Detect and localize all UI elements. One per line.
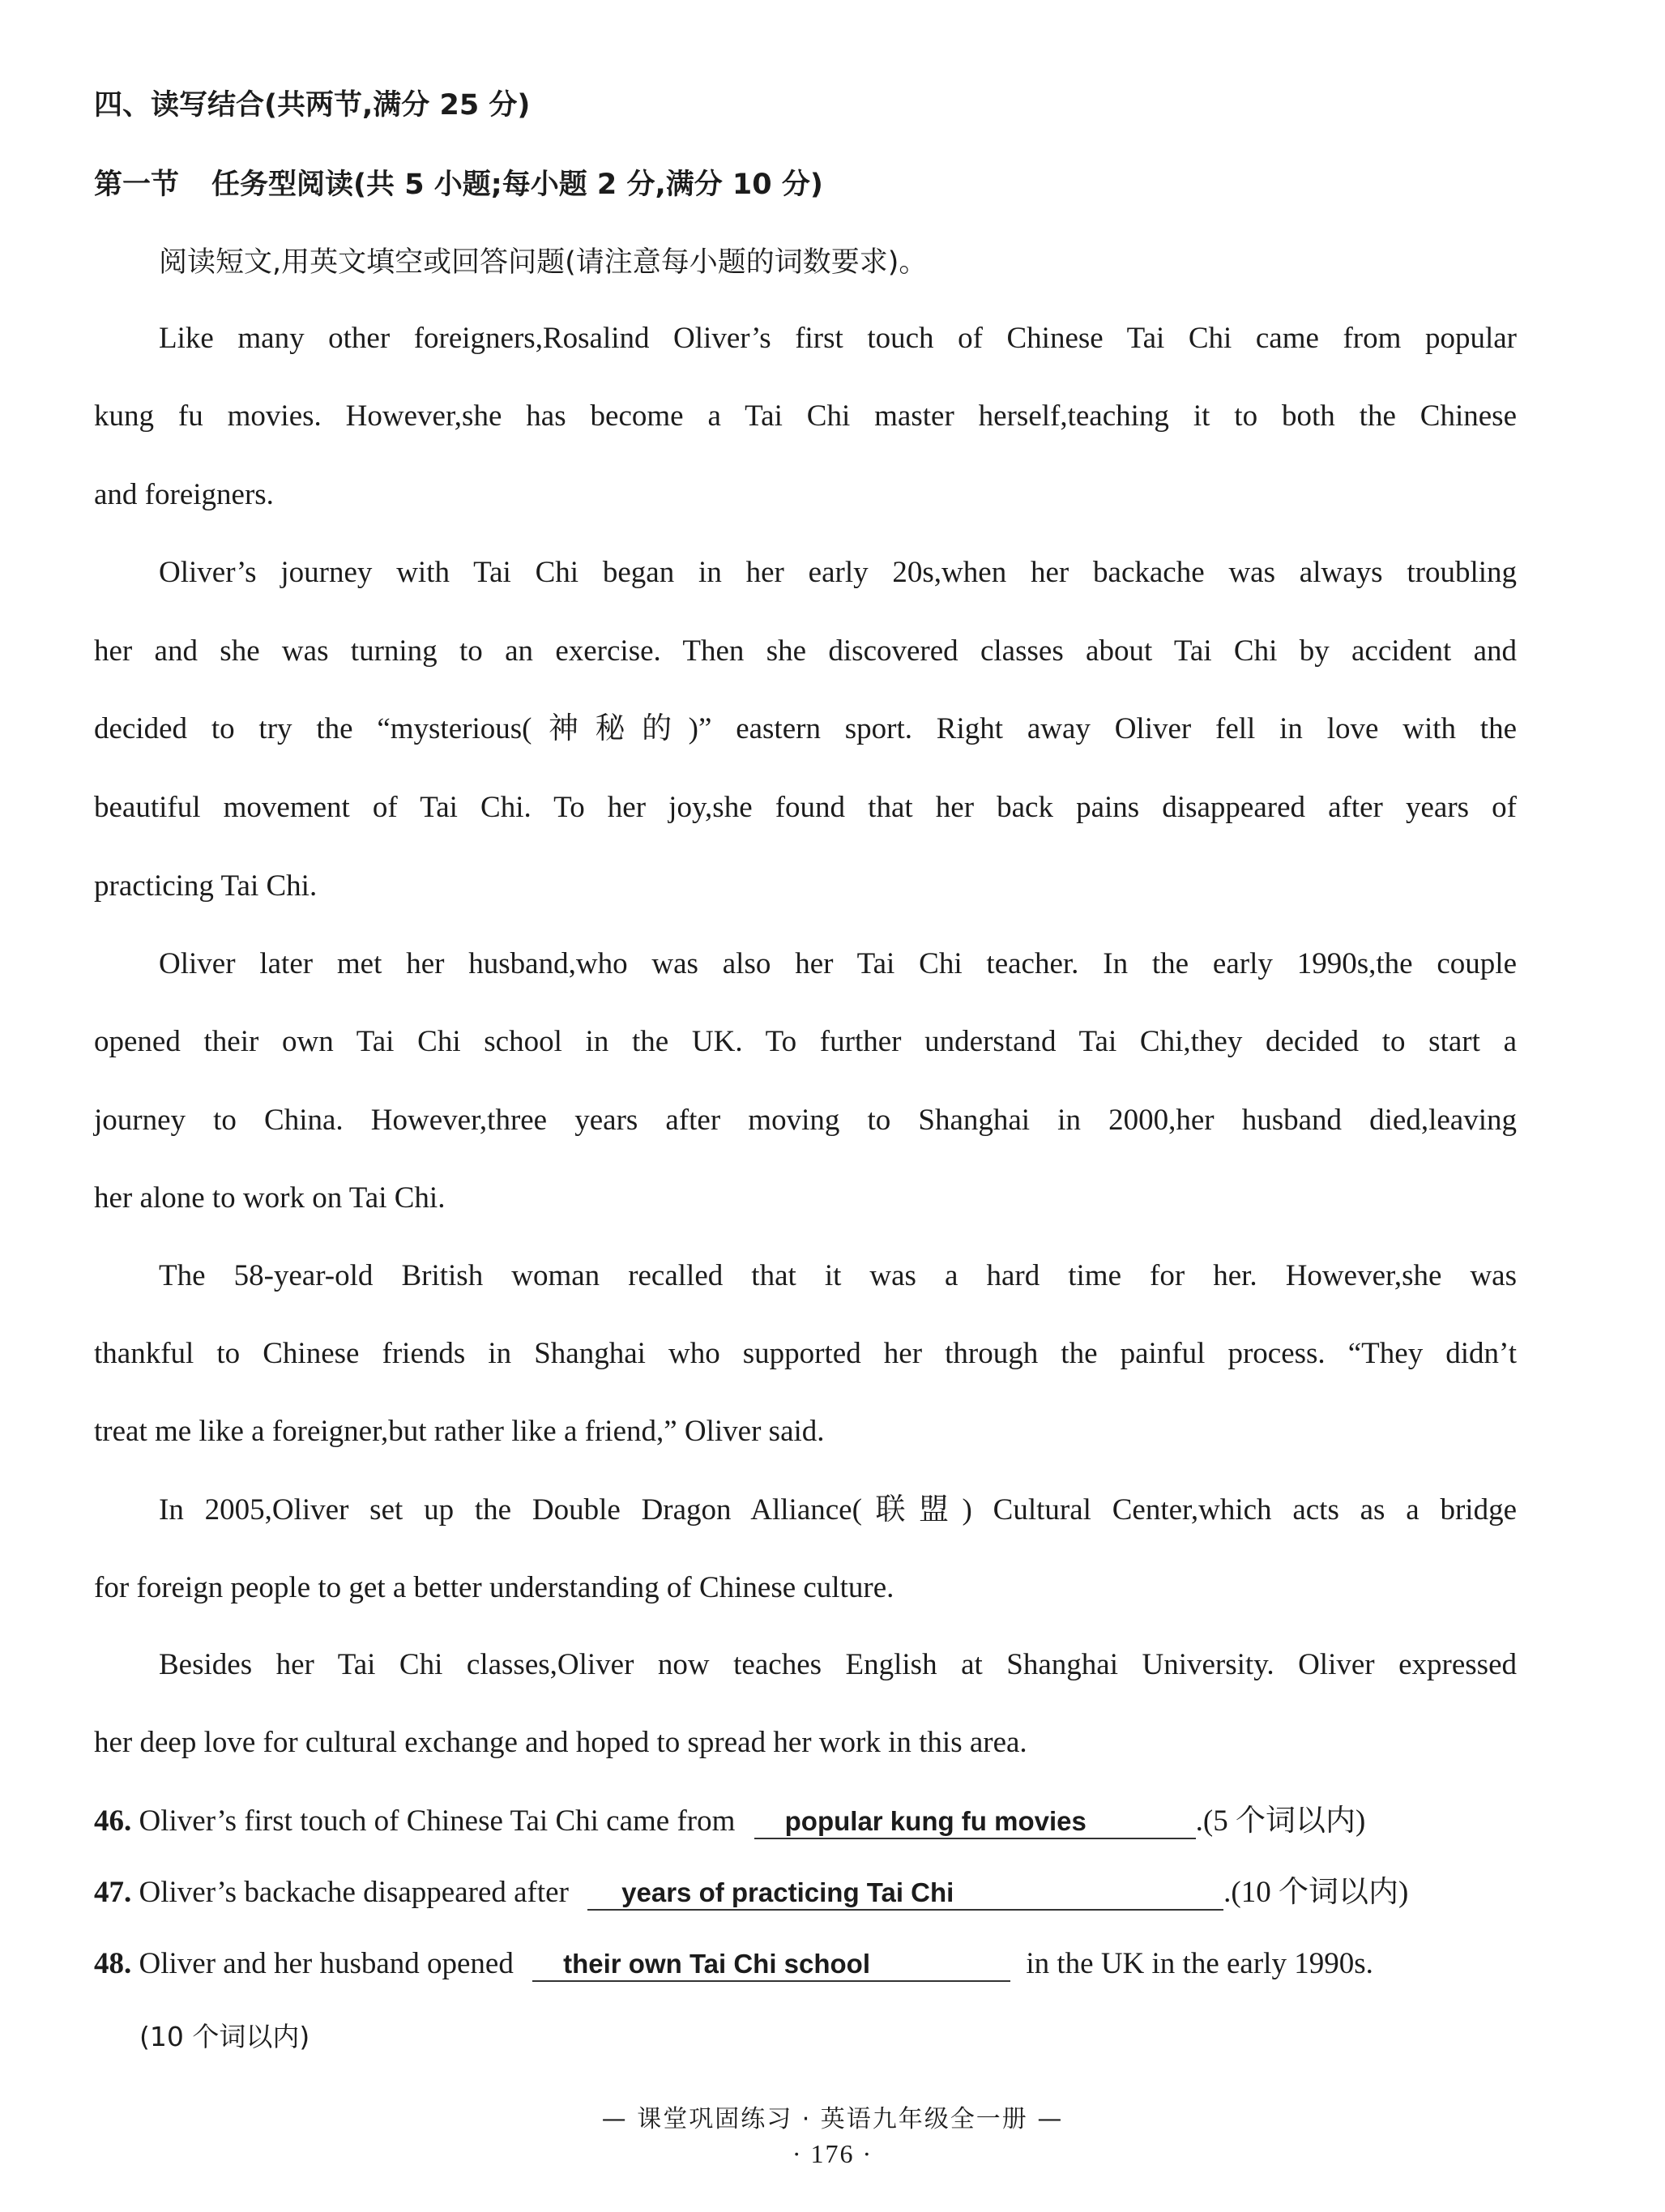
passage-line: opened their own Tai Chi school in the UK. To further understand Tai Chi,they decided to start a (94, 1025, 1517, 1058)
question-number: 48. (94, 1947, 132, 1980)
question-suffix: .(5 个词以内) (1195, 1804, 1366, 1838)
passage-line: practicing Tai Chi. (94, 869, 318, 903)
footer-title: — 课堂巩固练习 · 英语九年级全一册 — (601, 2105, 1064, 2133)
question-number: 46. (94, 1804, 132, 1838)
part-heading (94, 165, 823, 204)
question-number: 47. (94, 1876, 132, 1909)
passage-line: Oliver’s journey with Tai Chi began in her early 20s,when her backache was always troubling (159, 556, 1517, 589)
question-text: Oliver and her husband opened (139, 1947, 514, 1980)
passage-line: journey to China. However,three years after moving to Shanghai in 2000,her husband died,leaving (94, 1104, 1517, 1137)
instruction: 阅读短文,用英文填空或回答问题(请注意每小题的词数要求)。 (159, 246, 928, 279)
page-number: · 176 · (792, 2139, 873, 2168)
passage-line: treat me like a foreigner,but rather like a friend,” Oliver said. (94, 1415, 825, 1448)
answer-blank[interactable]: popular kung fu movies (754, 1805, 1196, 1839)
passage-line: her alone to work on Tai Chi. (94, 1181, 446, 1215)
question-48 (94, 1945, 1373, 1984)
passage-line: The 58-year-old British woman recalled that it was a hard time for her. However,she was (159, 1259, 1517, 1292)
passage-line: Oliver later met her husband,who was also her Tai Chi teacher. In the early 1990s,the couple (159, 947, 1517, 980)
passage-line: decided to try the “mysterious(神秘的)” eastern sport. Right away Oliver fell in love with the (94, 712, 1517, 745)
passage-line: her and she was turning to an exercise. Then she discovered classes about Tai Chi by accident and (94, 634, 1517, 668)
answer-blank[interactable]: their own Tai Chi school (532, 1948, 1010, 1982)
question-text: Oliver’s backache disappeared after (139, 1876, 569, 1909)
question-text: Oliver’s first touch of Chinese Tai Chi came from (139, 1804, 736, 1838)
answer-blank[interactable]: years of practicing Tai Chi (587, 1877, 1223, 1911)
question-48-note: (10 个词以内) (139, 2021, 310, 2052)
part-label: 第一节 (94, 169, 180, 201)
question-suffix: in the UK in the early 1990s. (1026, 1947, 1373, 1980)
passage-line: Besides her Tai Chi classes,Oliver now teaches English at Shanghai University. Oliver expressed (159, 1648, 1517, 1681)
question-suffix: .(10 个词以内) (1223, 1876, 1409, 1909)
passage-line: Like many other foreigners,Rosalind Oliver’s first touch of Chinese Tai Chi came from popular (159, 322, 1517, 355)
passage-line: and foreigners. (94, 478, 274, 511)
passage-line: her deep love for cultural exchange and hoped to spread her work in this area. (94, 1726, 1027, 1759)
part-title: 任务型阅读(共 5 小题;每小题 2 分,满分 10 分) (211, 169, 823, 201)
section-title: 四、读写结合(共两节,满分 25 分) (94, 89, 531, 122)
passage-line: for foreign people to get a better understanding of Chinese culture. (94, 1571, 894, 1604)
passage-line: thankful to Chinese friends in Shanghai who supported her through the painful process. “They didn’t (94, 1337, 1517, 1370)
passage-line: beautiful movement of Tai Chi. To her joy,she found that her back pains disappeared after years of (94, 791, 1517, 824)
passage-line: kung fu movies. However,she has become a Tai Chi master herself,teaching it to both the Chinese (94, 399, 1517, 433)
passage-line: In 2005,Oliver set up the Double Dragon Alliance(联盟) Cultural Center,which acts as a bridge (159, 1493, 1517, 1527)
question-46 (94, 1802, 1365, 1841)
question-47 (94, 1873, 1408, 1912)
